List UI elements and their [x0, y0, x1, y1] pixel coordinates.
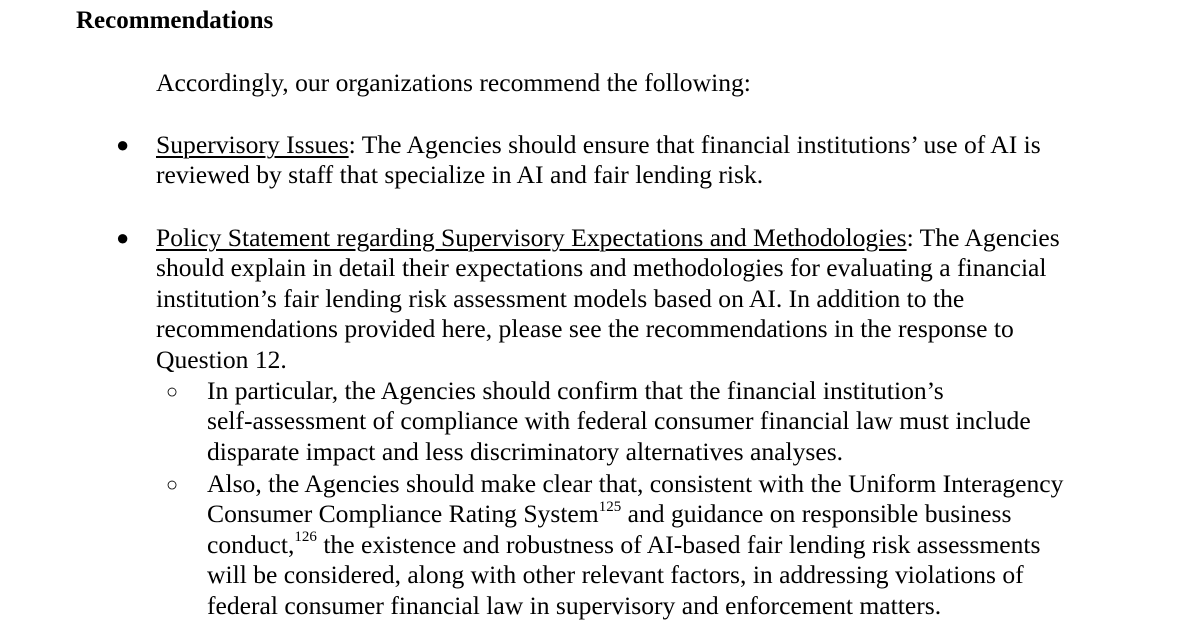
bullet-marker: ● — [116, 132, 130, 157]
text-line: institution’s fair lending risk assessment models based on AI. In addition to the — [156, 283, 965, 313]
text-line — [156, 130, 1041, 160]
footnote-ref-126[interactable]: 126 — [294, 529, 317, 546]
bullet-title: Policy Statement regarding Supervisory Expectations and Methodologies — [156, 223, 907, 252]
sub-bullet-item-rating-system — [207, 469, 1063, 621]
text-line: reviewed by staff that specialize in AI and fair lending risk. — [156, 160, 764, 190]
text-segment: the existence and robustness of AI-based fair lending risk assessments — [316, 529, 1041, 559]
text-line: self-assessment of compliance with federal consumer financial law must include — [207, 406, 1031, 436]
bullet-item-policy-statement — [156, 223, 1060, 375]
bullet-text: : The Agencies — [906, 223, 1060, 252]
text-line — [207, 499, 1063, 529]
text-segment: and guidance on responsible business — [621, 499, 1012, 529]
section-heading: Recommendations — [76, 7, 274, 34]
text-line: recommendations provided here, please see the recommendations in the response to — [156, 314, 1014, 344]
text-line: In particular, the Agencies should confirm that the financial institution’s — [207, 376, 944, 405]
sub-bullet-marker: ○ — [166, 381, 179, 403]
bullet-item-supervisory-issues — [156, 130, 1041, 191]
text-line — [207, 530, 1063, 560]
footnote-ref-125[interactable]: 125 — [598, 498, 622, 515]
text-line: will be considered, along with other relevant factors, in addressing violations of — [207, 560, 1024, 590]
bullet-title: Supervisory Issues — [156, 130, 349, 159]
text-line: federal consumer financial law in supervisory and enforcement matters. — [207, 590, 942, 620]
text-line: Question 12. — [156, 344, 287, 374]
text-line: Also, the Agencies should make clear that, consistent with the Uniform Interagency — [207, 469, 1064, 498]
sub-bullet-item-self-assessment — [207, 376, 1031, 467]
text-line: should explain in detail their expectations and methodologies for evaluating a financial — [156, 253, 1047, 283]
text-segment: conduct, — [207, 529, 295, 559]
bullet-marker: ● — [116, 225, 130, 250]
text-segment: Consumer Compliance Rating System — [207, 499, 599, 529]
text-line: disparate impact and less discriminatory alternatives analyses. — [207, 436, 844, 466]
sub-bullet-marker: ○ — [166, 474, 179, 496]
intro-paragraph: Accordingly, our organizations recommend the following: — [156, 68, 751, 97]
bullet-text: : The Agencies should ensure that financial institutions’ use of AI is — [348, 130, 1041, 159]
text-line — [156, 223, 1060, 253]
